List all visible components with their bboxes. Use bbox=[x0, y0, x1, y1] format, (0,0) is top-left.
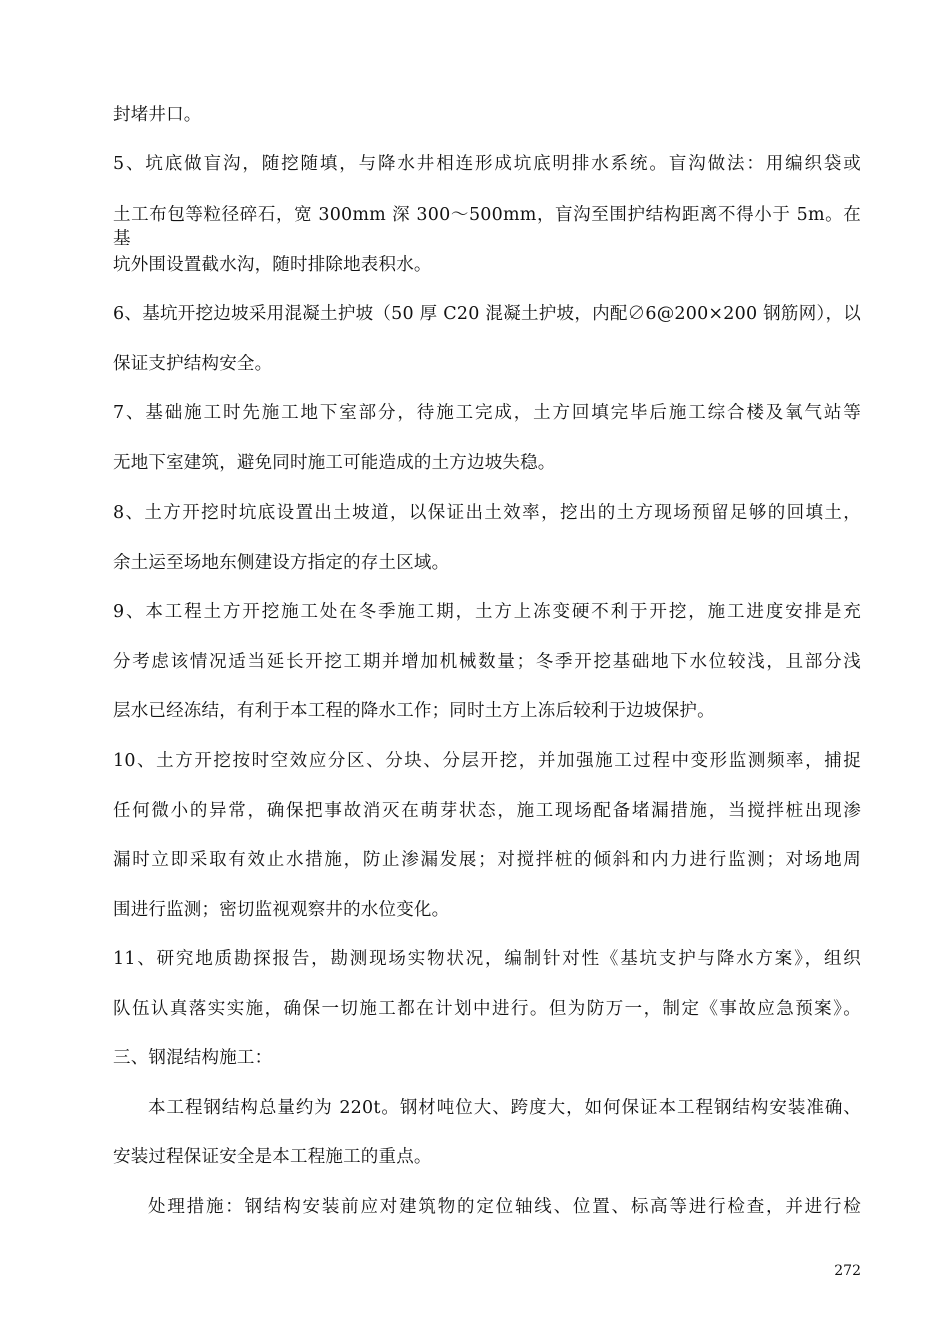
text-line: 处理措施：钢结构安装前应对建筑物的定位轴线、位置、标高等进行检查，并进行检 bbox=[148, 1197, 861, 1217]
text-line: 队伍认真落实实施，确保一切施工都在计划中进行。但为防万一，制定《事故应急预案》。 bbox=[113, 999, 861, 1019]
text-line: 封堵井口。 bbox=[113, 105, 202, 125]
text-line: 坑外围设置截水沟，随时排除地表积水。 bbox=[113, 255, 432, 275]
text-line: 任何微小的异常，确保把事故消灭在萌芽状态，施工现场配备堵漏措施，当搅拌桩出现渗 bbox=[113, 801, 861, 821]
text-line: 分考虑该情况适当延长开挖工期并增加机械数量；冬季开挖基础地下水位较浅，且部分浅 bbox=[113, 652, 861, 672]
text-line: 无地下室建筑，避免同时施工可能造成的土方边坡失稳。 bbox=[113, 453, 556, 473]
text-line: 土工布包等粒径碎石，宽 300mm 深 300～500mm，盲沟至围护结构距离不得小于 5m。在基 bbox=[113, 205, 861, 249]
text-line: 漏时立即采取有效止水措施，防止渗漏发展；对搅拌桩的倾斜和内力进行监测；对场地周 bbox=[113, 850, 861, 870]
text-line: 7、基础施工时先施工地下室部分，待施工完成，土方回填完毕后施工综合楼及氧气站等 bbox=[113, 403, 861, 423]
text-line: 保证支护结构安全。 bbox=[113, 354, 273, 374]
text-line: 层水已经冻结，有利于本工程的降水工作；同时土方上冻后较利于边坡保护。 bbox=[113, 701, 715, 721]
text-line: 安装过程保证安全是本工程施工的重点。 bbox=[113, 1147, 432, 1167]
text-line: 9、本工程土方开挖施工处在冬季施工期，土方上冻变硬不利于开挖，施工进度安排是充 bbox=[113, 602, 861, 622]
text-line: 6、基坑开挖边坡采用混凝土护坡（50 厚 C20 混凝土护坡，内配∅6@200×200 钢筋网），以 bbox=[113, 304, 861, 324]
text-line: 11、研究地质勘探报告，勘测现场实物状况，编制针对性《基坑支护与降水方案》，组织 bbox=[113, 949, 861, 969]
page-number: 272 bbox=[834, 1263, 861, 1279]
section-heading: 三、钢混结构施工： bbox=[113, 1048, 273, 1068]
text-line: 8、土方开挖时坑底设置出土坡道，以保证出土效率，挖出的土方现场预留足够的回填土， bbox=[113, 503, 861, 523]
text-line: 10、土方开挖按时空效应分区、分块、分层开挖，并加强施工过程中变形监测频率，捕捉 bbox=[113, 751, 861, 771]
text-line: 5、坑底做盲沟，随挖随填，与降水井相连形成坑底明排水系统。盲沟做法：用编织袋或 bbox=[113, 154, 861, 174]
text-line: 围进行监测；密切监视观察井的水位变化。 bbox=[113, 900, 450, 920]
text-line: 余土运至场地东侧建设方指定的存土区域。 bbox=[113, 553, 450, 573]
text-line: 本工程钢结构总量约为 220t。钢材吨位大、跨度大，如何保证本工程钢结构安装准确、 bbox=[148, 1098, 861, 1118]
